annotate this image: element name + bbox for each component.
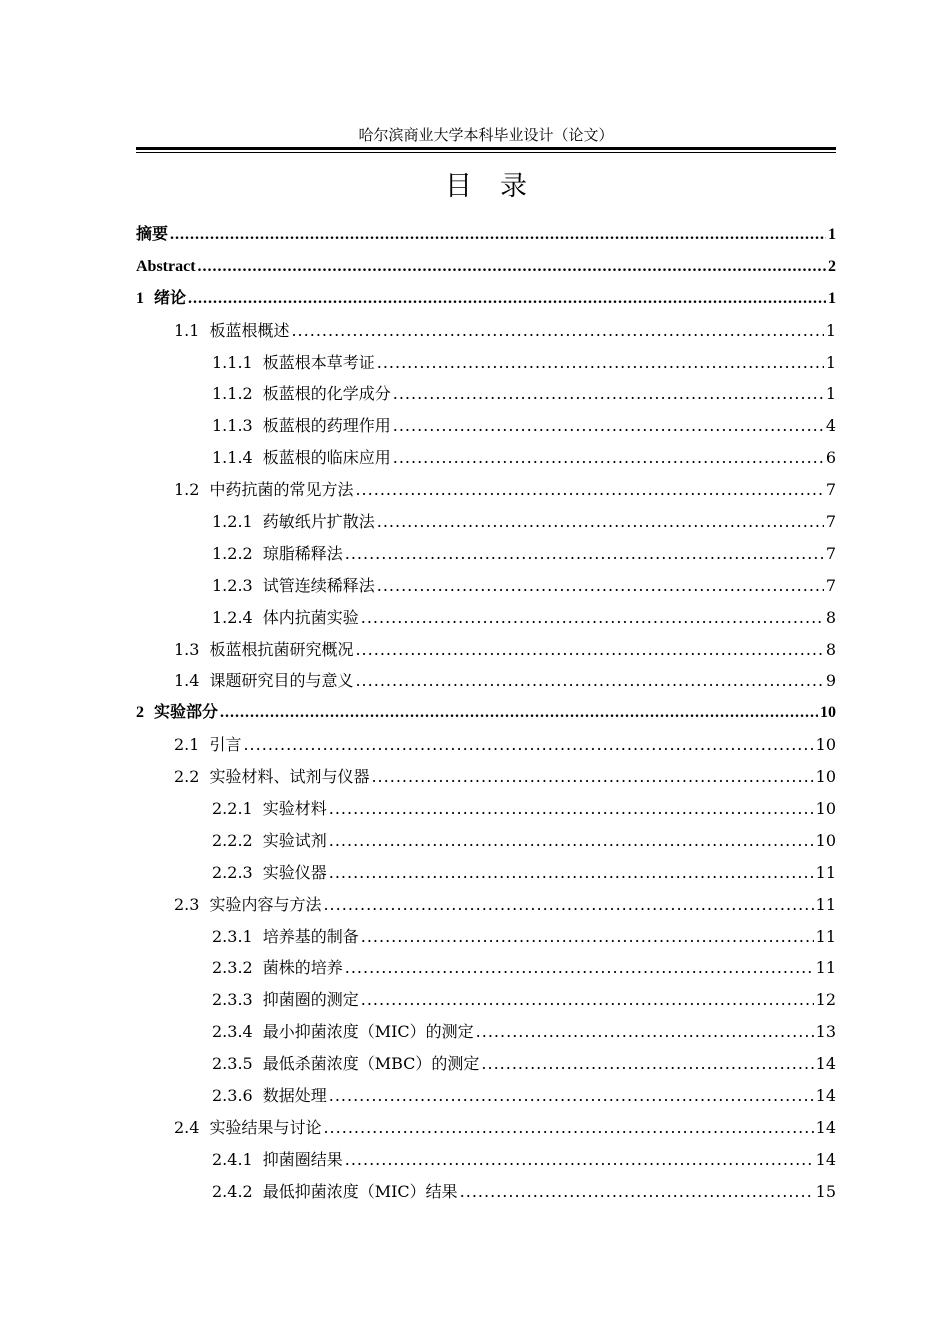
toc-entry[interactable] xyxy=(136,602,836,634)
toc-entry[interactable] xyxy=(136,793,836,825)
toc-entry[interactable] xyxy=(136,984,836,1016)
toc-entry-page: 11 xyxy=(815,926,836,946)
toc-entry-number: 2.3.4 xyxy=(212,1022,253,1042)
toc-entry-number: 2.3.3 xyxy=(212,990,253,1010)
toc-dot-leader xyxy=(377,347,824,379)
toc-entry-page: 7 xyxy=(825,543,836,563)
header-rule-thin xyxy=(136,152,836,153)
toc-entry-page: 14 xyxy=(815,1086,836,1106)
toc-entry-page: 10 xyxy=(815,767,836,787)
toc-entry-number: 2.4.1 xyxy=(212,1149,253,1169)
toc-dot-leader xyxy=(323,889,813,921)
toc-entry[interactable] xyxy=(136,283,836,315)
toc-entry[interactable] xyxy=(136,538,836,570)
toc-entry-number: 1 xyxy=(136,289,144,307)
toc-entry-number: 2.2 xyxy=(174,767,200,787)
toc-entry-label: 摘要 xyxy=(136,226,169,243)
toc-dot-leader xyxy=(393,378,824,410)
toc-entry-label: 实验部分 xyxy=(154,704,219,722)
toc-dot-leader xyxy=(198,251,826,283)
toc-entry-label: 试管连续稀释法 xyxy=(262,575,375,595)
toc-entry-number: 2.3.2 xyxy=(212,958,253,978)
toc-dot-leader xyxy=(377,506,824,538)
toc-entry-label: 引言 xyxy=(209,735,242,755)
toc-entry-number: 1.2.4 xyxy=(212,607,253,627)
toc-entry-label: 中药抗菌的常见方法 xyxy=(209,480,354,500)
toc-entry[interactable] xyxy=(136,729,836,761)
toc-dot-leader xyxy=(361,921,814,953)
toc-dot-leader xyxy=(329,1080,814,1112)
toc-entry-page: 7 xyxy=(825,512,836,532)
toc-entry-label: 最低抑菌浓度（MIC）结果 xyxy=(262,1181,458,1201)
toc-entry-number: 2.2.2 xyxy=(212,830,253,850)
toc-entry[interactable] xyxy=(136,697,836,729)
toc-entry-label: 板蓝根概述 xyxy=(209,320,290,340)
toc-entry-page: 7 xyxy=(825,480,836,500)
toc-entry-label: 板蓝根的药理作用 xyxy=(262,416,391,436)
toc-entry-number: 2.2.3 xyxy=(212,862,253,882)
toc-entry-page: 14 xyxy=(815,1117,836,1137)
toc-entry[interactable] xyxy=(136,474,836,506)
toc-entry-number: 1.4 xyxy=(174,671,200,691)
toc-entry-page: 10 xyxy=(820,704,836,722)
toc-entry[interactable] xyxy=(136,857,836,889)
toc-dot-leader xyxy=(476,1016,814,1048)
toc-entry[interactable] xyxy=(136,347,836,379)
toc-entry[interactable] xyxy=(136,889,836,921)
toc-entry[interactable] xyxy=(136,1016,836,1048)
toc-entry-label: 板蓝根的临床应用 xyxy=(262,448,391,468)
toc-entry[interactable] xyxy=(136,825,836,857)
toc-entry-page: 7 xyxy=(825,575,836,595)
toc-dot-leader xyxy=(329,825,814,857)
toc-entry-label: 抑菌圈的测定 xyxy=(262,990,359,1010)
toc-entry-label: 实验结果与讨论 xyxy=(209,1117,322,1137)
toc-entry[interactable] xyxy=(136,219,836,251)
toc-entry-label: 实验材料 xyxy=(262,799,327,819)
toc-entry-label: 琼脂稀释法 xyxy=(262,543,343,563)
toc-entry-page: 11 xyxy=(815,894,836,914)
toc-dot-leader xyxy=(361,984,814,1016)
toc-entry-page: 1 xyxy=(825,352,836,372)
toc-entry-page: 10 xyxy=(815,799,836,819)
toc-entry[interactable] xyxy=(136,1176,836,1208)
header-rule-thick xyxy=(136,147,836,150)
toc-entry-number: 1.1.1 xyxy=(212,352,253,372)
toc-entry-label: 绪论 xyxy=(154,289,187,307)
toc-dot-leader xyxy=(393,410,824,442)
toc-dot-leader xyxy=(323,1112,813,1144)
toc-entry-page: 1 xyxy=(825,320,836,340)
toc-entry-label: 板蓝根抗菌研究概况 xyxy=(209,639,354,659)
toc-entry-number: 1.1 xyxy=(174,320,200,340)
toc-dot-leader xyxy=(329,793,814,825)
toc-entry-label: 最低杀菌浓度（MBC）的测定 xyxy=(262,1054,480,1074)
toc-entry-number: 2.4.2 xyxy=(212,1181,253,1201)
toc-entry-page: 1 xyxy=(828,289,836,307)
toc-entry-page: 8 xyxy=(825,639,836,659)
toc-entry-label: Abstract xyxy=(136,257,196,275)
toc-entry-label: 课题研究目的与意义 xyxy=(209,671,354,691)
toc-dot-leader xyxy=(345,952,814,984)
toc-entry[interactable] xyxy=(136,761,836,793)
toc-dot-leader xyxy=(371,761,813,793)
toc-dot-leader xyxy=(291,315,823,347)
toc-entry-page: 11 xyxy=(815,862,836,882)
toc-dot-leader xyxy=(355,665,823,697)
toc-entry-number: 1.2.2 xyxy=(212,543,253,563)
toc-entry-page: 6 xyxy=(825,448,836,468)
toc-entry-number: 2.2.1 xyxy=(212,799,253,819)
toc-dot-leader xyxy=(243,729,813,761)
toc-entry-label: 抑菌圈结果 xyxy=(262,1149,343,1169)
toc-entry-number: 1.2 xyxy=(174,480,200,500)
toc-dot-leader xyxy=(345,538,824,570)
toc-entry-page: 14 xyxy=(815,1149,836,1169)
toc-entry[interactable] xyxy=(136,410,836,442)
toc-entry-label: 板蓝根本草考证 xyxy=(262,352,375,372)
toc-entry-number: 2.3.1 xyxy=(212,926,253,946)
toc-dot-leader xyxy=(188,283,826,315)
toc-entry-label: 数据处理 xyxy=(262,1086,327,1106)
toc-entry[interactable] xyxy=(136,1112,836,1144)
toc-entry-label: 实验试剂 xyxy=(262,830,327,850)
toc-dot-leader xyxy=(377,570,824,602)
toc-entry-page: 10 xyxy=(815,830,836,850)
toc-dot-leader xyxy=(220,697,818,729)
toc-entry-label: 菌株的培养 xyxy=(262,958,343,978)
toc-dot-leader xyxy=(170,219,826,251)
toc-entry-label: 实验材料、试剂与仪器 xyxy=(209,767,370,787)
toc-entry[interactable] xyxy=(136,315,836,347)
toc-entry-number: 2 xyxy=(136,704,144,722)
toc-entry-number: 2.4 xyxy=(174,1117,200,1137)
toc-dot-leader xyxy=(393,442,824,474)
toc-entry-page: 9 xyxy=(825,671,836,691)
toc-dot-leader xyxy=(460,1176,814,1208)
toc-entry[interactable] xyxy=(136,570,836,602)
toc-dot-leader xyxy=(361,602,824,634)
toc-entry[interactable] xyxy=(136,1048,836,1080)
toc-entry[interactable] xyxy=(136,1144,836,1176)
toc-dot-leader xyxy=(329,857,814,889)
toc-entry[interactable] xyxy=(136,442,836,474)
toc-entry[interactable] xyxy=(136,921,836,953)
toc-entry-number: 2.1 xyxy=(174,735,200,755)
toc-entry-number: 2.3.5 xyxy=(212,1054,253,1074)
toc-entry-label: 药敏纸片扩散法 xyxy=(262,512,375,532)
toc-entry[interactable] xyxy=(136,378,836,410)
toc-dot-leader xyxy=(481,1048,813,1080)
toc-entry-number: 1.3 xyxy=(174,639,200,659)
toc-dot-leader xyxy=(345,1144,814,1176)
toc-entry[interactable] xyxy=(136,506,836,538)
toc-entry-number: 2.3 xyxy=(174,894,200,914)
toc-entry-label: 实验仪器 xyxy=(262,862,327,882)
toc-entry-page: 2 xyxy=(828,257,836,275)
toc-dot-leader xyxy=(355,474,823,506)
toc-entry[interactable] xyxy=(136,1080,836,1112)
toc-entry-number: 2.3.6 xyxy=(212,1086,253,1106)
toc-entry-number: 1.1.4 xyxy=(212,448,253,468)
page-header: 哈尔滨商业大学本科毕业设计（论文） xyxy=(358,126,614,144)
toc-entry-label: 实验内容与方法 xyxy=(209,894,322,914)
table-of-contents xyxy=(136,219,836,1208)
toc-entry-number: 1.1.2 xyxy=(212,384,253,404)
toc-entry-page: 8 xyxy=(825,607,836,627)
toc-entry-page: 1 xyxy=(828,226,836,243)
toc-entry-number: 1.1.3 xyxy=(212,416,253,436)
toc-dot-leader xyxy=(355,634,823,666)
toc-entry[interactable] xyxy=(136,665,836,697)
toc-entry-label: 板蓝根的化学成分 xyxy=(262,384,391,404)
toc-entry-page: 10 xyxy=(815,735,836,755)
toc-entry[interactable] xyxy=(136,952,836,984)
toc-entry-page: 13 xyxy=(815,1022,836,1042)
toc-entry-page: 12 xyxy=(815,990,836,1010)
toc-entry-page: 15 xyxy=(815,1181,836,1201)
toc-entry-number: 1.2.3 xyxy=(212,575,253,595)
toc-entry-page: 11 xyxy=(815,958,836,978)
toc-entry-label: 体内抗菌实验 xyxy=(262,607,359,627)
toc-entry[interactable] xyxy=(136,251,836,283)
toc-entry[interactable] xyxy=(136,634,836,666)
toc-entry-page: 14 xyxy=(815,1054,836,1074)
toc-entry-number: 1.2.1 xyxy=(212,512,253,532)
toc-entry-page: 1 xyxy=(825,384,836,404)
page-title: 目录 xyxy=(445,171,555,202)
toc-entry-label: 培养基的制备 xyxy=(262,926,359,946)
toc-entry-label: 最小抑菌浓度（MIC）的测定 xyxy=(262,1022,474,1042)
toc-entry-page: 4 xyxy=(825,416,836,436)
